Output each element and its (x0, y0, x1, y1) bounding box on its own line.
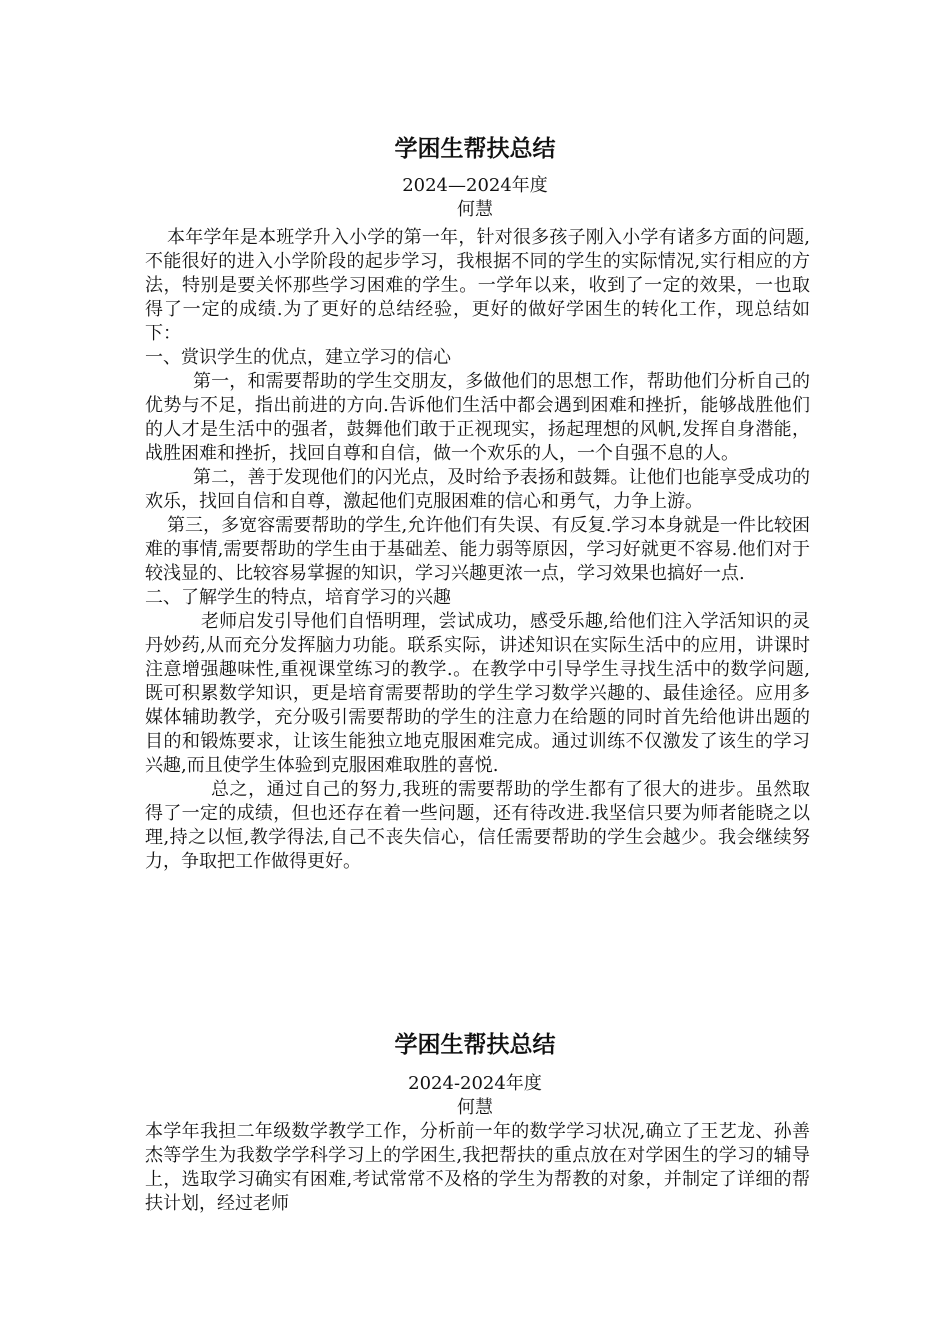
paragraph-third: 第三，多宽容需要帮助的学生,允许他们有失误、有反复.学习本身就是一件比较困难的事情,需要帮助的学生由于基础差、能力弱等原因，学习好就更不容易.他们对于较浅显的、比较容易掌握的知识，学习兴趣更浓一点，学习效果也搞好一点. (145, 515, 810, 584)
section2-body (145, 1120, 810, 1216)
paragraph-interest: 老师启发引导他们自悟明理，尝试成功，感受乐趣,给他们注入学活知识的灵丹妙药,从而充分发挥脑力功能。联系实际，讲述知识在实际生活中的应用，讲课时注意增强趣味性,重视课堂练习的教学.。在教学中引导学生寻找生活中的数学问题,既可积累数学知识，更是培育需要帮助的学生学习数学兴趣的、最佳途径。应用多媒体辅助教学，充分吸引需要帮助的学生的注意力在给题的同时首先给他讲出题的目的和锻炼要求，让该生能独立地克服困难完成。通过训练不仅激发了该生的学习兴趣,而且使学生体验到克服困难取胜的喜悦. (145, 611, 810, 776)
second-intro-paragraph: 本学年我担二年级数学教学工作，分析前一年的数学学习状况,确立了王艺龙、孙善杰等学生为我数学学科学习上的学困生,我把帮扶的重点放在对学困生的学习的辅导上，选取学习确实有困难,考试常常不及格的学生为帮教的对象，并制定了详细的帮扶计划，经过老师 (145, 1121, 810, 1214)
intro-paragraph: 本年学年是本班学升入小学的第一年，针对很多孩子刚入小学有诸多方面的问题,不能很好的进入小学阶段的起步学习，我根据不同的学生的实际情况,实行相应的方法，特别是要关怀那些学习困难的学生。一学年以来，收到了一定的效果，一也取得了一定的成绩.为了更好的总结经验，更好的做好学困生的转化工作，现总结如下： (145, 227, 810, 344)
paragraph-second: 第二，善于发现他们的闪光点，及时给予表扬和鼓舞。让他们也能享受成功的欢乐，找回自信和自尊，激起他们克服困难的信心和勇气，力争上游。 (145, 467, 810, 512)
heading-two: 二、了解学生的特点，培育学习的兴趣 (145, 587, 451, 608)
second-school-year: 2024-2024年度 (408, 1073, 542, 1094)
paragraph-first: 第一，和需要帮助的学生交朋友，多做他们的思想工作，帮助他们分析自己的优势与不足，指出前进的方向.告诉他们生活中都会遇到困难和挫折，能够战胜他们的人才是生活中的强者，鼓舞他们敢于正视现实，扬起理想的风帆,发挥自身潜能，战胜困难和挫折，找回自尊和自信，做一个欢乐的人，一个自强不息的人。 (145, 371, 810, 464)
heading-one: 一、赏识学生的优点，建立学习的信心 (145, 347, 451, 368)
paragraph-conclusion: 总之，通过自己的努力,我班的需要帮助的学生都有了很大的进步。虽然取得了一定的成绩，但也还存在着一些问题，还有待改进.我坚信只要为师者能晓之以理,持之以恒,教学得法,自己不丧失信心，信任需要帮助的学生会越少。我会继续努力，争取把工作做得更好。 (145, 779, 810, 872)
author-name: 何慧 (457, 199, 493, 220)
section1-body (145, 226, 810, 874)
second-author-name: 何慧 (457, 1097, 493, 1118)
school-year: 2024—2024年度 (402, 175, 548, 196)
document-title: 学困生帮扶总结 (394, 136, 556, 162)
second-document-title: 学困生帮扶总结 (394, 1032, 556, 1058)
